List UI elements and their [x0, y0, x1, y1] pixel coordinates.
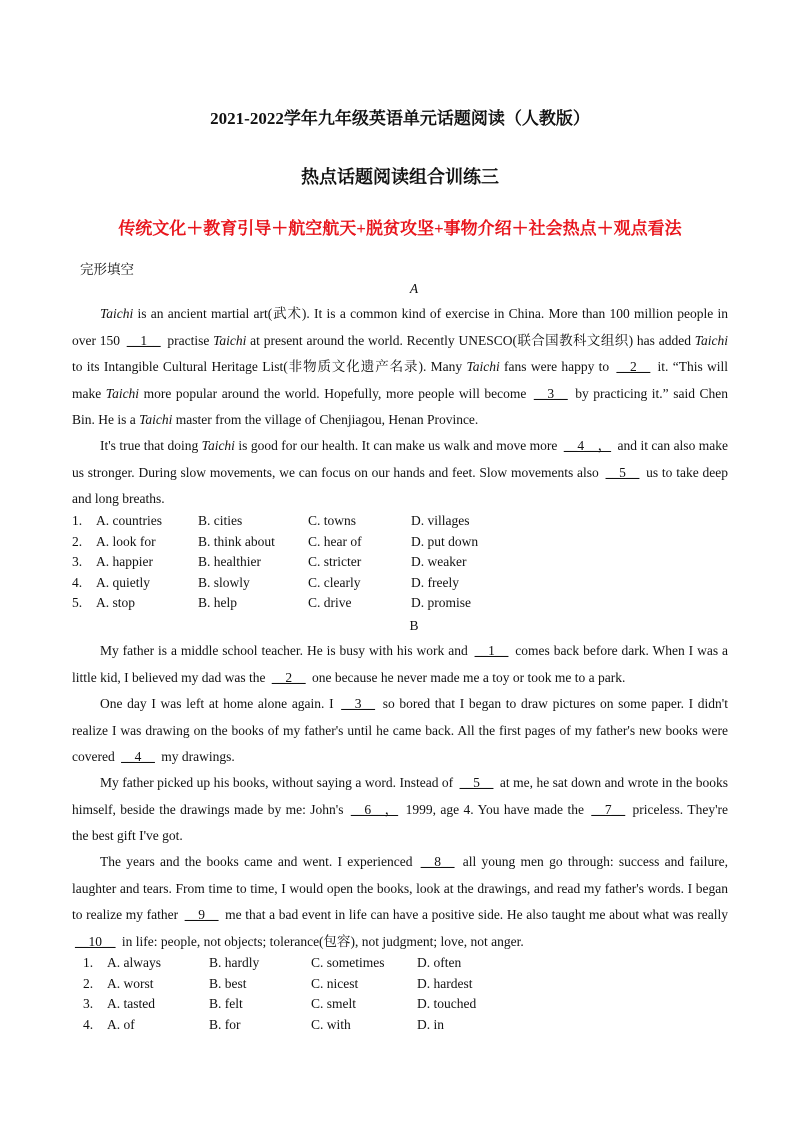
- option-c[interactable]: C. hear of: [308, 533, 362, 549]
- term-taichi: Taichi: [100, 306, 134, 321]
- text-run: it. “This will make: [72, 359, 728, 401]
- blank-b1[interactable]: __1__: [474, 643, 509, 658]
- question-number: 3.: [72, 554, 83, 569]
- option-d[interactable]: D. often: [417, 955, 462, 970]
- blank-a3[interactable]: __3__: [533, 385, 568, 401]
- question-number: 2.: [72, 533, 83, 549]
- text-run: and it can also make us stronger. During slow movements, we can focus on our hands and feet. Slow movements also: [72, 438, 728, 480]
- option-c[interactable]: C. nicest: [311, 975, 359, 991]
- blank-a2[interactable]: __2__: [616, 359, 651, 374]
- blank-b7[interactable]: __7__: [591, 801, 626, 817]
- text-run: My father picked up his books, without saying a word. Instead of: [100, 775, 457, 790]
- text-run: all young men go through: success and failure, laughter and tears. From time to time, I would open the books, look at the drawings, and read my father's words. I began to realize my father: [72, 854, 728, 922]
- text-run: more popular around the world. Hopefully, more people will become: [139, 385, 531, 401]
- option-c[interactable]: C. with: [311, 1016, 351, 1032]
- option-d[interactable]: D. put down: [411, 533, 479, 549]
- text-run: fans were happy to: [499, 359, 614, 374]
- text-run: by practicing it.” said Chen Bin. He is a: [72, 385, 728, 427]
- option-row: [83, 976, 517, 997]
- part-b-paragraph-4: [72, 849, 728, 955]
- part-a-options: [72, 513, 511, 616]
- term-taichi: Taichi: [694, 332, 728, 348]
- option-d[interactable]: D. in: [417, 1016, 444, 1032]
- part-b-paragraph-1: [72, 638, 728, 691]
- text-run: my drawings.: [157, 749, 235, 764]
- text-run: priceless. They're the best gift I've got.: [72, 801, 728, 843]
- option-b[interactable]: B. help: [198, 595, 237, 610]
- term-taichi: Taichi: [139, 412, 173, 427]
- blank-b6[interactable]: __6__，: [350, 801, 399, 817]
- blank-b4[interactable]: __4__: [121, 749, 155, 764]
- option-c[interactable]: C. drive: [308, 595, 352, 610]
- blank-a1[interactable]: __1__: [126, 332, 161, 348]
- option-d[interactable]: D. villages: [411, 513, 470, 528]
- document-subtitle: 热点话题阅读组合训练三: [301, 167, 499, 187]
- text-run: at present around the world. Recently UNESCO(联合国教科文组织) has added: [246, 332, 695, 348]
- text-run: is good for our health. It can make us walk and move more: [234, 438, 561, 453]
- blank-a5[interactable]: __5__: [605, 464, 640, 480]
- part-b-label: B: [409, 618, 419, 633]
- option-row: [72, 534, 511, 555]
- option-b[interactable]: B. felt: [209, 996, 243, 1011]
- question-number: 4.: [83, 1016, 94, 1032]
- part-b-paragraph-2: [72, 691, 728, 771]
- option-c[interactable]: C. clearly: [308, 574, 361, 590]
- text-run: The years and the books came and went. I experienced: [100, 854, 418, 869]
- option-b[interactable]: B. best: [209, 975, 247, 991]
- option-c[interactable]: C. sometimes: [311, 955, 385, 970]
- blank-b8[interactable]: __8__: [420, 854, 455, 869]
- option-a[interactable]: A. tasted: [107, 996, 155, 1011]
- option-a[interactable]: A. stop: [96, 595, 136, 610]
- option-b[interactable]: B. hardly: [209, 955, 260, 970]
- option-a[interactable]: A. of: [107, 1016, 135, 1032]
- blank-b9[interactable]: __9__: [184, 907, 219, 922]
- option-row: [83, 996, 517, 1017]
- term-taichi: Taichi: [213, 332, 247, 348]
- question-number: 1.: [72, 513, 83, 528]
- option-b[interactable]: B. healthier: [198, 554, 261, 569]
- text-run: master from the village of Chenjiagou, Henan Province.: [172, 412, 479, 427]
- option-row: [72, 575, 511, 596]
- part-b-paragraph-3: [72, 770, 728, 850]
- text-run: 1999, age 4. You have made the: [401, 801, 589, 817]
- text-run: It's true that doing: [100, 438, 202, 453]
- section-label: 完形填空: [80, 262, 134, 278]
- option-row: [72, 595, 511, 616]
- blank-b10[interactable]: __10__: [75, 933, 116, 949]
- option-a[interactable]: A. quietly: [96, 574, 150, 590]
- option-b[interactable]: B. cities: [198, 513, 243, 528]
- text-run: us to take deep and long breaths.: [72, 464, 728, 506]
- part-a-label: A: [409, 281, 419, 296]
- term-taichi: Taichi: [466, 359, 500, 374]
- text-run: one because he never made me a toy or took me to a park.: [308, 669, 626, 685]
- text-run: at me, he sat down and wrote in the books himself, beside the drawings made by me: John's: [72, 775, 728, 817]
- option-row: [83, 955, 517, 976]
- option-row: [72, 554, 511, 575]
- term-taichi: Taichi: [201, 438, 235, 453]
- option-a[interactable]: A. countries: [96, 513, 162, 528]
- question-number: 5.: [72, 595, 83, 610]
- text-run: My father is a middle school teacher. He is busy with his work and: [100, 643, 472, 658]
- part-b-options: [83, 955, 517, 1037]
- option-c[interactable]: C. smelt: [311, 996, 357, 1011]
- option-d[interactable]: D. promise: [411, 595, 471, 610]
- question-number: 1.: [83, 955, 94, 970]
- text-run: so bored that I began to draw pictures on some paper. I didn't realize I was drawing on the books of my father's until he came back. All the first pages of my father's new books were covered: [72, 696, 728, 764]
- question-number: 3.: [83, 996, 94, 1011]
- option-row: [72, 513, 511, 534]
- text-run: to its Intangible Cultural Heritage List(非物质文化遗产名录). Many: [72, 359, 467, 374]
- option-d[interactable]: D. freely: [411, 574, 459, 590]
- option-a[interactable]: A. worst: [107, 975, 154, 991]
- option-b[interactable]: B. slowly: [198, 574, 250, 590]
- text-run: me that a bad event in life can have a positive side. He also taught me about what was really: [221, 907, 728, 922]
- question-number: 2.: [83, 975, 94, 991]
- option-d[interactable]: D. weaker: [411, 554, 467, 569]
- option-a[interactable]: A. look for: [96, 533, 156, 549]
- term-taichi: Taichi: [105, 385, 140, 401]
- blank-b3[interactable]: __3__: [341, 696, 376, 711]
- text-run: in life: people, not objects; tolerance(包容), not judgment; love, not anger.: [118, 933, 524, 949]
- part-a-paragraph-2: [72, 433, 728, 513]
- text-run: is an ancient martial art(武术). It is a common kind of exercise in China. More than 100 million people in over 150: [72, 306, 728, 348]
- option-b[interactable]: B. think about: [198, 533, 275, 549]
- document-title: 2021-2022学年九年级英语单元话题阅读（人教版）: [210, 109, 590, 128]
- blank-a4[interactable]: __4__，: [563, 438, 612, 453]
- option-row: [83, 1017, 517, 1038]
- option-d[interactable]: D. touched: [417, 996, 477, 1011]
- blank-b2[interactable]: __2__: [271, 669, 306, 685]
- option-c[interactable]: C. towns: [308, 513, 357, 528]
- option-a[interactable]: A. always: [107, 955, 161, 970]
- text-run: One day I was left at home alone again. I: [100, 696, 339, 711]
- option-d[interactable]: D. hardest: [417, 975, 473, 991]
- option-b[interactable]: B. for: [209, 1016, 241, 1032]
- option-a[interactable]: A. happier: [96, 554, 153, 569]
- question-number: 4.: [72, 574, 83, 590]
- topic-banner: 传统文化＋教育引导＋航空航天+脱贫攻坚+事物介绍＋社会热点＋观点看法: [118, 219, 682, 238]
- text-run: practise: [163, 332, 214, 348]
- option-c[interactable]: C. stricter: [308, 554, 362, 569]
- part-a-paragraph-1: [72, 301, 728, 434]
- blank-b5[interactable]: __5__: [459, 775, 494, 790]
- text-run: comes back before dark. When I was a little kid, I believed my dad was the: [72, 643, 728, 685]
